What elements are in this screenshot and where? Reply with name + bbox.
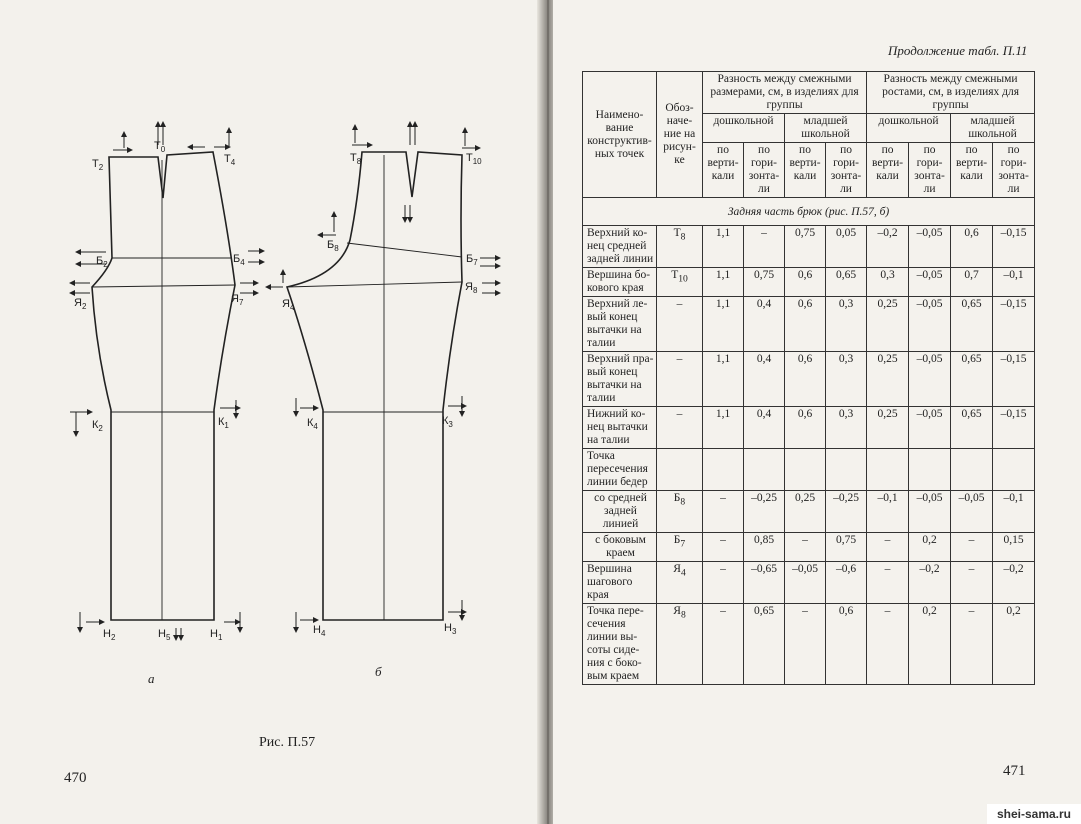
subfigure-b-caption: б <box>375 664 382 679</box>
row-name: Вершина шагового края <box>583 562 657 604</box>
header-vert: по верти-кали <box>951 143 993 198</box>
value-cell: 0,3 <box>826 297 867 352</box>
value-cell: –0,05 <box>909 226 951 268</box>
point-T8-label: $T_8$ <box>350 152 362 167</box>
empty-cell <box>867 449 909 491</box>
value-cell: – <box>951 533 993 562</box>
value-cell: – <box>703 491 744 533</box>
row-name: Верхний пра-вый конец вытачки на талии <box>583 352 657 407</box>
section-title: Задняя часть брюк (рис. П.57, б) <box>583 198 1035 226</box>
row-name: со средней задней линией <box>583 491 657 533</box>
row-code <box>657 604 703 685</box>
header-junior-1: младшей школьной <box>785 114 867 143</box>
table-row <box>583 268 1035 297</box>
row-code-index: 8 <box>680 609 686 621</box>
row-name: Нижний ко-нец вытачки на талии <box>583 407 657 449</box>
row-code-letter: Я <box>673 563 681 575</box>
header-horiz: по гори-зонта-ли <box>744 143 785 198</box>
value-cell: 0,75 <box>826 533 867 562</box>
value-cell: 1,1 <box>703 268 744 297</box>
value-cell: 0,6 <box>951 226 993 268</box>
row-code <box>657 491 703 533</box>
front-trousers-outline <box>92 152 235 620</box>
table-row <box>583 297 1035 352</box>
value-cell: –0,05 <box>909 491 951 533</box>
value-cell: 0,4 <box>744 352 785 407</box>
left-page-number: 470 <box>64 770 87 786</box>
watermark: shei-sama.ru <box>987 804 1081 824</box>
row-code <box>657 407 703 449</box>
value-cell: 0,75 <box>744 268 785 297</box>
row-name: Верхний ко-нец средней задней линии <box>583 226 657 268</box>
value-cell: 0,65 <box>951 352 993 407</box>
point-Ya2-label: $Я_2$ <box>74 297 87 312</box>
value-cell: 0,2 <box>909 533 951 562</box>
row-name: Точка пере-сечения линии вы-соты сиде-ния с боко-вым краем <box>583 604 657 685</box>
point-T4-label: $T_4$ <box>224 153 236 168</box>
header-code: Обоз-наче-ние на рисун-ке <box>657 72 703 198</box>
value-cell: – <box>867 562 909 604</box>
value-cell: – <box>703 604 744 685</box>
row-code <box>657 297 703 352</box>
header-sizes: Разность между смежными размерами, см, в изделиях для группы <box>703 72 867 114</box>
point-T10-label: $T_{10}$ <box>466 152 482 167</box>
value-cell: – <box>951 562 993 604</box>
row-code <box>657 562 703 604</box>
value-cell: –0,05 <box>909 352 951 407</box>
header-row-1 <box>583 72 1035 114</box>
value-cell: –0,15 <box>993 226 1035 268</box>
value-cell: –0,2 <box>867 226 909 268</box>
point-K1-label: $К_1$ <box>218 416 229 431</box>
value-cell: 0,65 <box>826 268 867 297</box>
empty-cell <box>951 449 993 491</box>
value-cell: –0,05 <box>909 297 951 352</box>
row-name: Вершина бо-кового края <box>583 268 657 297</box>
value-cell: 0,6 <box>785 297 826 352</box>
header-heights: Разность между смежными ростами, см, в изделиях для группы <box>867 72 1035 114</box>
value-cell: – <box>951 604 993 685</box>
value-cell: 0,25 <box>785 491 826 533</box>
value-cell: 0,2 <box>993 604 1035 685</box>
row-code-index: 4 <box>680 567 686 579</box>
value-cell: –0,6 <box>826 562 867 604</box>
value-cell: –0,1 <box>867 491 909 533</box>
table-continuation-title: Продолжение табл. П.11 <box>888 43 1028 58</box>
value-cell: 0,65 <box>951 297 993 352</box>
table-row <box>583 352 1035 407</box>
offset-table <box>582 71 1035 685</box>
value-cell: 0,6 <box>785 268 826 297</box>
point-B7-label: $Б_7$ <box>466 253 478 268</box>
row-name: Верхний ле-вый конец вытачки на талии <box>583 297 657 352</box>
point-H4-label: $Н_4$ <box>313 624 326 639</box>
empty-cell <box>703 449 744 491</box>
point-H5-label: $Н_5$ <box>158 628 171 643</box>
value-cell: 0,6 <box>826 604 867 685</box>
empty-cell <box>826 449 867 491</box>
back-trousers-outline <box>287 152 462 620</box>
figure-caption: Рис. П.57 <box>259 735 316 750</box>
row-name: с боковым краем <box>583 533 657 562</box>
value-cell: 0,75 <box>785 226 826 268</box>
value-cell: 0,05 <box>826 226 867 268</box>
value-cell: 0,15 <box>993 533 1035 562</box>
value-cell: 0,6 <box>785 407 826 449</box>
table-group-row <box>583 449 1035 491</box>
empty-cell <box>657 449 703 491</box>
table-row <box>583 226 1035 268</box>
row-name: Точка пересечения линии бедер <box>583 449 657 491</box>
value-cell: –0,65 <box>744 562 785 604</box>
value-cell: 0,65 <box>951 407 993 449</box>
row-code-index: 10 <box>678 273 688 285</box>
empty-cell <box>785 449 826 491</box>
value-cell: –0,25 <box>744 491 785 533</box>
row-code <box>657 268 703 297</box>
header-vert: по верти-кали <box>785 143 826 198</box>
value-cell: –0,1 <box>993 491 1035 533</box>
value-cell: 0,3 <box>826 407 867 449</box>
value-cell: 0,65 <box>744 604 785 685</box>
value-cell: 0,85 <box>744 533 785 562</box>
back-trousers-inner-lines <box>287 155 462 620</box>
value-cell: 0,25 <box>867 407 909 449</box>
point-Ya4-label: $Я_4$ <box>282 298 295 313</box>
table-row <box>583 491 1035 533</box>
header-preschool-1: дошкольной <box>703 114 785 143</box>
row-code-letter: Т <box>671 269 679 281</box>
value-cell: – <box>867 533 909 562</box>
point-T2-label: $T_2$ <box>92 158 104 173</box>
section-row <box>583 198 1035 226</box>
point-B4-label: $Б_4$ <box>233 253 245 268</box>
header-preschool-2: дошкольной <box>867 114 951 143</box>
value-cell: 0,25 <box>867 352 909 407</box>
row-code-letter: Т <box>673 227 681 239</box>
value-cell: – <box>744 226 785 268</box>
value-cell: – <box>785 533 826 562</box>
value-cell: 0,4 <box>744 407 785 449</box>
row-code-letter: – <box>676 408 683 420</box>
value-cell: – <box>785 604 826 685</box>
point-K3-label: $К_3$ <box>442 415 453 430</box>
value-cell: – <box>703 533 744 562</box>
empty-cell <box>993 449 1035 491</box>
value-cell: –0,2 <box>993 562 1035 604</box>
value-cell: – <box>703 562 744 604</box>
point-B8-label: $Б_8$ <box>327 239 339 254</box>
value-cell: –0,15 <box>993 352 1035 407</box>
point-K2-label: $К_2$ <box>92 419 103 434</box>
value-cell: 0,4 <box>744 297 785 352</box>
point-K4-label: $К_4$ <box>307 417 318 432</box>
table-row <box>583 533 1035 562</box>
table-row <box>583 604 1035 685</box>
value-cell: – <box>867 604 909 685</box>
value-cell: 1,1 <box>703 352 744 407</box>
row-code-letter: – <box>676 353 683 365</box>
row-code-letter: – <box>676 298 683 310</box>
value-cell: 1,1 <box>703 407 744 449</box>
value-cell: 0,7 <box>951 268 993 297</box>
row-code-letter: Б <box>673 492 681 504</box>
header-vert: по верти-кали <box>703 143 744 198</box>
row-code-index: 8 <box>680 231 686 243</box>
table-body <box>583 226 1035 685</box>
value-cell: –0,15 <box>993 297 1035 352</box>
point-Ya8-label: $Я_8$ <box>465 281 478 296</box>
point-T0-label: $T_0$ <box>154 140 166 155</box>
row-code-letter: Я <box>673 605 681 617</box>
table-row <box>583 407 1035 449</box>
point-H3-label: $Н_3$ <box>444 622 457 637</box>
point-Ya7-label: $Я_7$ <box>231 293 244 308</box>
header-horiz: по гори-зонта-ли <box>909 143 951 198</box>
subfigure-a-caption: а <box>148 671 155 686</box>
point-H2-label: $Н_2$ <box>103 628 116 643</box>
value-cell: –0,1 <box>993 268 1035 297</box>
point-H1-label: $Н_1$ <box>210 628 223 643</box>
value-cell: 0,25 <box>867 297 909 352</box>
row-code <box>657 533 703 562</box>
row-code <box>657 352 703 407</box>
value-cell: 1,1 <box>703 226 744 268</box>
header-junior-2: младшей школьной <box>951 114 1035 143</box>
value-cell: –0,15 <box>993 407 1035 449</box>
value-cell: –0,05 <box>909 268 951 297</box>
value-cell: –0,05 <box>785 562 826 604</box>
row-code <box>657 226 703 268</box>
row-code-index: 7 <box>680 538 686 550</box>
header-vert: по верти-кали <box>867 143 909 198</box>
value-cell: –0,05 <box>951 491 993 533</box>
header-horiz: по гори-зонта-ли <box>826 143 867 198</box>
header-name: Наимено-вание конструктив-ных точек <box>583 72 657 198</box>
value-cell: 0,3 <box>867 268 909 297</box>
right-page-number: 471 <box>1003 763 1026 779</box>
value-cell: –0,25 <box>826 491 867 533</box>
table-row <box>583 562 1035 604</box>
value-cell: 1,1 <box>703 297 744 352</box>
value-cell: 0,3 <box>826 352 867 407</box>
offset-arrows <box>70 122 500 640</box>
empty-cell <box>909 449 951 491</box>
value-cell: 0,6 <box>785 352 826 407</box>
header-horiz: по гори-зонта-ли <box>993 143 1035 198</box>
empty-cell <box>744 449 785 491</box>
row-code-letter: Б <box>673 534 681 546</box>
point-B2-label: $Б_2$ <box>96 255 108 270</box>
value-cell: –0,2 <box>909 562 951 604</box>
value-cell: 0,2 <box>909 604 951 685</box>
row-code-index: 8 <box>680 496 686 508</box>
value-cell: –0,05 <box>909 407 951 449</box>
